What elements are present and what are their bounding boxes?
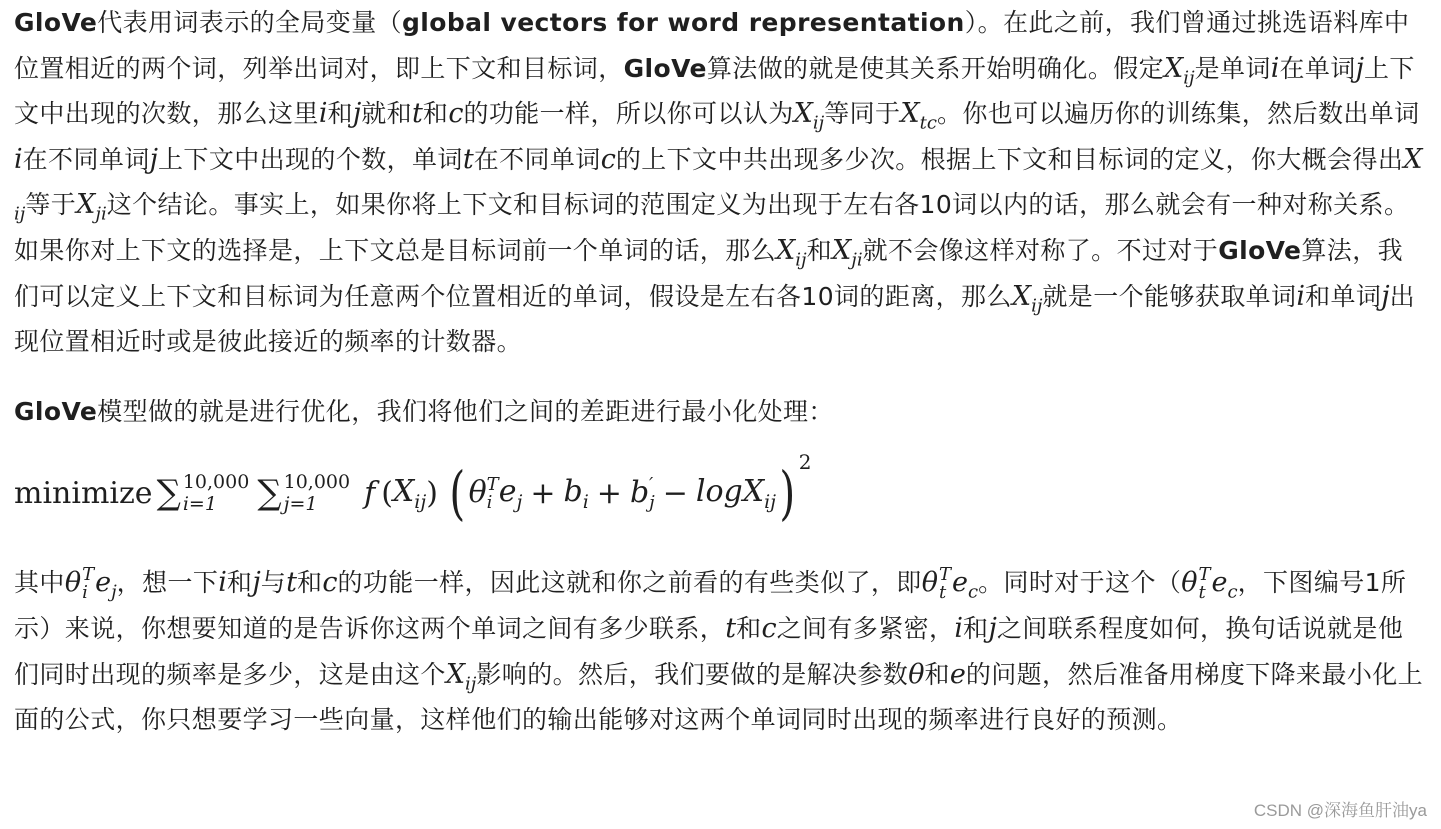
text-span: 和: [422, 99, 449, 129]
formula-minimize: minimize: [14, 475, 153, 511]
text-span: 就是一个能够获取单词: [1042, 281, 1297, 311]
objective-formula: [14, 448, 1428, 538]
sum-over-j: [257, 471, 350, 515]
math-theta: θ: [908, 658, 925, 690]
text-span: 等同于: [824, 99, 901, 129]
math-c: c: [322, 567, 338, 599]
text-span: 在单词: [1279, 53, 1356, 83]
text-span: 和: [226, 568, 253, 598]
paragraph-glove-model: [14, 389, 1428, 435]
formula-log-x-ij: logX$_{ij}$: [695, 473, 777, 513]
sum-lower-limit: i=1: [182, 493, 217, 516]
math-c: c: [761, 612, 777, 644]
math-theta-i-e-j: θ T i $e_j$: [64, 563, 117, 603]
text-span: 和: [806, 235, 832, 265]
math-i: i: [1270, 52, 1280, 84]
formula-e-j: $e_j$: [498, 473, 523, 513]
formula-theta-i: θ T i: [468, 473, 499, 513]
glove-full-name: global vectors for word representation: [402, 8, 965, 37]
text-span: 在不同单词: [22, 144, 150, 174]
math-x-ij: $X_{ij}$: [776, 234, 807, 271]
sum-upper-limit: 10,000: [182, 471, 250, 494]
math-e: e: [949, 658, 966, 690]
math-j: j: [988, 612, 997, 644]
math-x-ji: $X_{ji}$: [76, 189, 107, 225]
math-t: t: [412, 98, 423, 130]
sigma-symbol: ∑: [257, 473, 282, 514]
text-span: 算法做的就是使其关系开始明确化。假定: [706, 53, 1165, 83]
math-j: j: [149, 143, 159, 175]
math-i: i: [318, 98, 328, 130]
math-x-ji: $X_{ji}$: [832, 234, 863, 271]
sum-lower-limit: j=1: [283, 493, 318, 516]
formula-x-ij: $X_{ij}$: [392, 473, 427, 513]
math-c: c: [600, 143, 616, 175]
math-x-ij: $X_{ij}$: [445, 658, 477, 694]
math-j: j: [1355, 52, 1365, 84]
text-span: 代表用词表示的全局变量（: [97, 8, 403, 37]
article-body: [14, 0, 1428, 743]
formula-b-i: $b_i$: [563, 473, 589, 513]
big-paren-right: ): [779, 459, 796, 528]
text-span: 和: [327, 99, 353, 129]
sum-limits: [183, 471, 249, 515]
text-span: 上下文中出现的个数，单词: [158, 144, 463, 174]
sum-over-i: [157, 471, 250, 515]
text-span: 与: [260, 568, 287, 598]
math-t: t: [725, 612, 737, 644]
big-paren-left: (: [449, 459, 466, 528]
math-theta-t-e-c: θ T t $e_c$: [921, 563, 979, 603]
sum-limits: [284, 471, 350, 515]
math-x-ij: $X_{ij}$: [14, 143, 1423, 225]
text-span: 之间联系程度如何，换句话说就是他们同时出现的频率是多少，这是由这个: [14, 613, 1404, 689]
text-span: 算法，我们可以定义上下文和目标词为任意两个位置相近的单词，假设是左右各10词的距离，那么: [14, 235, 1403, 311]
text-span: 其中: [14, 568, 65, 598]
text-span: 。同时对于这个（: [978, 568, 1182, 598]
text-span: 上下文中出现的次数，那么这里: [14, 53, 1415, 129]
glove-term: GloVe: [1218, 235, 1302, 265]
glove-term: GloVe: [623, 53, 707, 83]
text-span: 和: [296, 568, 323, 598]
text-span: 这个结论。事实上，如果你将上下文和目标词的范围定义为出现于左右各10词以内的话，那么就会有一种对称关系。如果你对上下文的选择是，上下文总是目标词前一个单词的话，那么: [14, 190, 1410, 265]
text-span: 和: [963, 613, 989, 643]
math-x-ij: $X_{ij}$: [1164, 52, 1195, 88]
text-span: 。你也可以遍历你的训练集，然后数出单词: [936, 99, 1420, 129]
text-span: 影响的。然后，我们要做的是解决参数: [476, 659, 909, 689]
csdn-watermark: CSDN @深海鱼肝油ya: [1253, 801, 1427, 820]
math-i: i: [218, 567, 227, 599]
text-span: ）。在此之前，我们曾通过挑选语料库中位置相近的两个词，列举出词对，即上下文和目标词，: [14, 8, 1410, 83]
text-span: 的上下文中共出现多少次。根据上下文和目标词的定义，你大概会得出: [615, 144, 1404, 174]
math-t: t: [462, 143, 474, 175]
paren: ): [426, 475, 438, 511]
minus-sign: −: [662, 475, 688, 511]
math-x-ij: $X_{ij}$: [1011, 280, 1043, 316]
math-c: c: [448, 98, 464, 130]
math-j: j: [252, 567, 261, 599]
paragraph-explanation: [14, 560, 1428, 742]
text-span: 是单词: [1194, 53, 1271, 83]
text-span: 就和: [361, 99, 413, 129]
math-j: j: [352, 98, 362, 130]
text-span: ，下图编号1所示）来说，你想要知道的是告诉你这两个单词之间有多少联系，: [14, 568, 1407, 643]
sum-upper-limit: 10,000: [283, 471, 351, 494]
math-i: i: [1296, 280, 1306, 312]
text-span: 的问题，然后准备用梯度下降来最小化上面的公式，你只想要学习一些向量，这样他们的输出能够对这两个单词同时出现的频率进行良好的预测。: [14, 659, 1424, 735]
math-x-tc: $X_{tc}$: [900, 98, 937, 134]
glove-term: GloVe: [14, 8, 98, 37]
paragraph-glove-intro: [14, 0, 1428, 365]
text-span: 和: [924, 659, 950, 689]
sigma-symbol: ∑: [156, 473, 181, 514]
paren: (: [381, 475, 393, 511]
text-span: 和: [736, 613, 762, 643]
formula-b-prime-j: b ′ j: [629, 473, 655, 513]
math-x-ij: $X_{ij}$: [793, 98, 825, 134]
math-i: i: [954, 612, 964, 644]
text-span: 就不会像这样对称了。不过对于: [862, 235, 1219, 265]
text-span: 和单词: [1305, 281, 1382, 311]
text-span: 的功能一样，因此这就和你之前看的有些类似了，即: [337, 568, 922, 598]
math-j: j: [1381, 280, 1390, 312]
plus-sign: +: [530, 475, 556, 511]
plus-sign: +: [596, 475, 622, 511]
text-span: 在不同单词: [473, 144, 601, 174]
math-i: i: [14, 143, 23, 175]
formula-exponent: 2: [798, 450, 812, 475]
math-t: t: [286, 567, 297, 599]
math-theta-t-e-c: θ T t $e_c$: [1181, 563, 1238, 603]
text-span: 模型做的就是进行优化，我们将他们之间的差距进行最小化处理：: [97, 396, 834, 426]
text-span: 等于: [25, 190, 77, 220]
text-span: 的功能一样，所以你可以认为: [463, 99, 794, 129]
text-span: 之间有多紧密，: [776, 613, 955, 643]
glove-term: GloVe: [14, 396, 98, 426]
weighting-function: f: [364, 475, 376, 511]
text-span: ，想一下: [116, 568, 219, 598]
text-span: 出现位置相近时或是彼此接近的频率的计数器。: [14, 281, 1416, 357]
